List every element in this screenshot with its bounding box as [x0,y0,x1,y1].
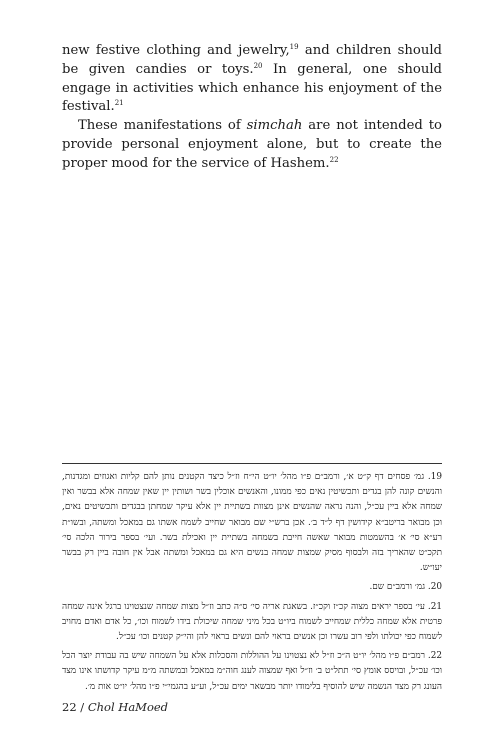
paragraph-1-text-c: In general, one should engage in activities which enhance his enjoyment of the festival. [62,61,442,115]
footnote-19 [62,470,442,576]
footnote-number: 22. [427,651,442,662]
main-text [62,42,442,174]
footnote-ref-20[interactable]: 20 [253,61,263,70]
page-footer [62,700,168,714]
paragraph-1-text-b: and children should be given candies or toys. [62,43,442,77]
paragraph-1-text-a: new festive clothing and jewelry, [62,43,290,58]
paragraph-2-emphasis: simchah [246,118,303,134]
paragraph-1 [62,42,442,117]
footnote-number: 20. [427,582,442,593]
footnote-21 [62,600,442,646]
book-title: Chol HaMoed [87,700,169,714]
paragraph-2 [62,117,442,173]
paragraph-2-text-a: These manifestations of [78,118,247,134]
page-number: 22 [62,700,77,714]
footnote-number: 21. [427,601,442,612]
footnotes-divider [62,463,442,464]
footnote-number: 19. [427,472,442,482]
footnote-ref-19[interactable]: 19 [289,43,299,51]
footnotes [62,470,442,699]
footnote-20 [62,580,442,595]
footnote-text: רמב״ם פ״ו מהל׳ יו״ט ה״כ וז״ל לא נצטוינו על ההוללות והסכלות אלא על השמחה שיש בה עבודת יוצר הכל וכו׳ עכ״ל, ובויסס אומץ סי׳ תתל״ט ב׳ וז״ל ואף שמצוה לענג חוה״מ במאכל ובמשתה מ״מ עיקר קדושתו אינו מצד העונג רק מצד הנשמה שיש להוסיף בלימודו יותר מבשאר ימים עכ״ל, וע״ע בהגמי״י פ״ו מהל׳ יו״ט אות מ׳. [62,651,442,692]
footnote-ref-21[interactable]: 21 [114,99,124,108]
footer-separator: / [76,700,88,714]
footnote-22 [62,649,442,695]
footnote-ref-22[interactable]: 22 [329,155,339,164]
footnote-text: גמ׳ ורמב״ם שם. [369,582,426,593]
footnote-text: גמ׳ פסחים דף ק״ט א׳, ורמב״ם פ״ו מהל׳ יו״ט הי״ח וז״ל כיצד הקטנים נותן להם קליות ואגוזים ומגדנות, והנשים קונה להן בגדים ותכשיטין נאים כפי ממונו, והאנשים אוכלין בשר ושותין יין שאין שמחה אלא בבשר ואין שמחה אלא ביין עכ״ל, והנה נראה שהנשים אינן מצוות בשתיית יין אלא עיקר שמחתן בבגדים ותכשיטים נאים, וכן מבואר בריטב״א קידושין דף ל״ד ב׳. אכן ברש״י שם מבואר שחייב לשמח אשתו גם במאכל ומשתה, ובשו״ת רע״א סי׳ א׳ בהשמטות מבואר שאשה חייבת בשמחה בשתיית יין ואכילת בשר. ועי׳ בספר בירור הלכה סי׳ תקכ״ט שהאריך בזה ולבסוף מסיק שמצות שמחה בנשים היא גם במאכל ומשתה אבל אין חובה ביין רק בבשר יעו״ש. [62,472,442,574]
footnote-text: עי׳ בספר יראים מצוה קכ״ז וקכ״ז. בשאגת אריה סי׳ ס״ה כתב וז״ל מצות שמחה שנצטוינו ברגל אינה שמחה פרטית אלא שמחה כללית שמחייב לשמוח ביו״ט בכל מיני שמחה שיכולת בידו לשמוח וכו׳, כל אדם ואדם מחויב לשמוח כפי יכולתו ולפי רוב עשרו וכן אנשים בראוי להם ונשים בראוי להן והי״ק קטנים וכו׳ עכ״ל. [62,601,442,643]
paragraph-2-text-b: are not intended to provide personal enjoyment alone, but to create the proper mood for the service of Hashem. [62,118,442,171]
